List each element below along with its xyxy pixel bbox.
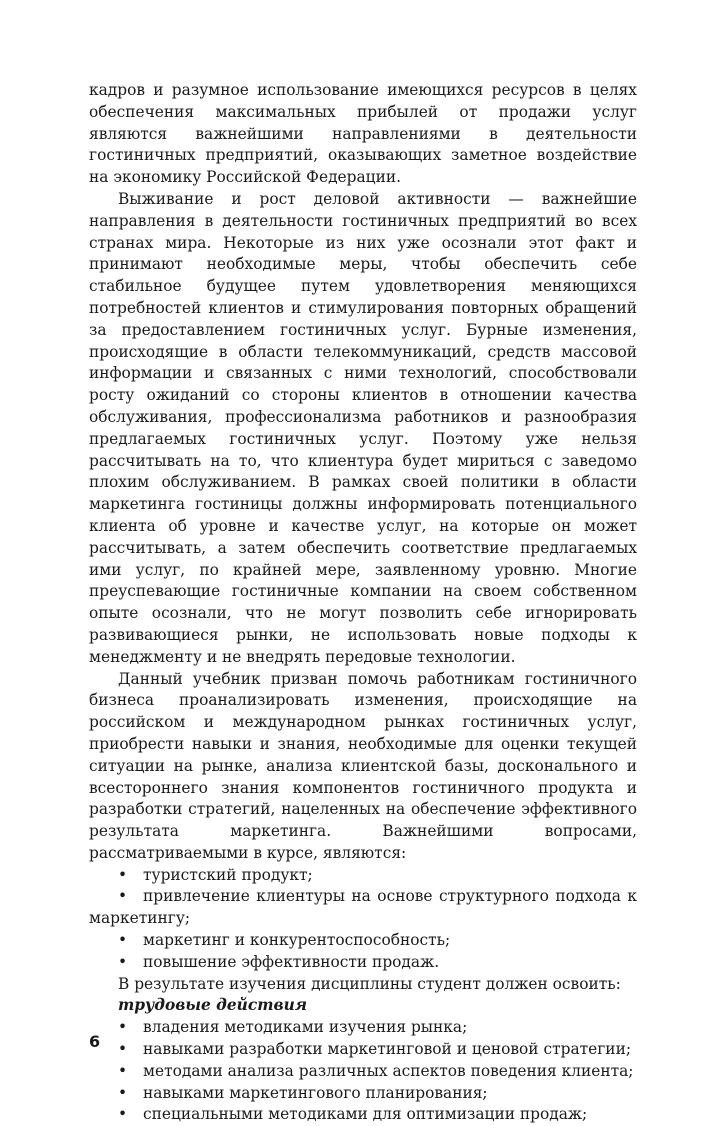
bullet-icon: • bbox=[118, 1018, 128, 1037]
paragraph-3: Данный учебник призван помочь работникам гостиничного бизнеса проанализировать изменения, происходящие на российском и международном рынках гостиничных услуг, приобрести навыки и знания, необходимые для оценки текущей ситуации на рынке, анализа клиентской базы, досконального и всестороннего знания компонентов гостиничного продукта и разработки стратегий, нацеленных на обеспечение эффективного результата маркетинга. Важнейшими вопросами, рассматриваемыми в курсе, являются: bbox=[89, 669, 637, 862]
paragraph-1: кадров и разумное использование имеющихся ресурсов в целях обеспечения максимальных прибылей от продажи услуг являются важнейшими направлениями в деятельности гостиничных предприятий, оказывающих заметное воздействие на экономику Российской Федерации. bbox=[89, 81, 637, 187]
bullet-icon: • bbox=[118, 1040, 128, 1059]
page-body bbox=[89, 80, 637, 1126]
course-topics-list bbox=[89, 865, 637, 974]
page-number: 6 bbox=[89, 1032, 101, 1051]
work-actions-list bbox=[89, 1017, 637, 1126]
bullet-icon: • bbox=[118, 952, 128, 971]
list-item: • туристский продукт; bbox=[89, 865, 637, 887]
bullet-icon: • bbox=[118, 1061, 128, 1080]
result-line: В результате изучения дисциплины студент должен освоить: bbox=[118, 974, 621, 993]
subheading: трудовые действия bbox=[118, 996, 308, 1015]
list-item: • навыками маркетингового планирования; bbox=[89, 1083, 637, 1105]
bullet-icon: • bbox=[118, 1105, 128, 1124]
list-item: • специальными методиками для оптимизации продаж; bbox=[89, 1104, 637, 1126]
paragraph-2: Выживание и рост деловой активности — важнейшие направления в деятельности гостиничных предприятий во всех странах мира. Некоторые из них уже осознали этот факт и принимают необходимые меры, чтобы обеспечить себе стабильное будущее путем удовлетворения меняющихся потребностей клиентов и стимулирования повторных обращений за предоставлением гостиничных услуг. Бурные изменения, происходящие в области телекоммуникаций, средств массовой информации и связанных с ними технологий, способствовали росту ожиданий со стороны клиентов в отношении качества обслуживания, профессионализма работников и разнообразия предлагаемых гостиничных услуг. Поэтому уже нельзя рассчитывать на то, что клиентура будет мириться с заведомо плохим обслуживанием. В рамках своей политики в области маркетинга гостиницы должны информировать потенциального клиента об уровне и качестве услуг, на которые он может рассчитывать, а затем обеспечить соответствие предлагаемых ими услуг, по крайней мере, заявленному уровню. Многие преуспевающие гостиничные компании на своем собственном опыте осознали, что не могут позволить себе игнорировать развивающиеся рынки, не использовать новые подходы к менеджменту и не внедрять передовые технологии. bbox=[89, 189, 637, 666]
bullet-icon: • bbox=[118, 931, 128, 950]
list-item: • владения методиками изучения рынка; bbox=[89, 1017, 637, 1039]
list-item: • методами анализа различных аспектов поведения клиента; bbox=[89, 1061, 637, 1083]
list-item: • маркетинг и конкурентоспособность; bbox=[89, 930, 637, 952]
bullet-icon: • bbox=[118, 1083, 128, 1102]
bullet-icon: • bbox=[118, 887, 128, 906]
list-item: • привлечение клиентуры на основе структурного подхода к маркетингу; bbox=[89, 887, 637, 928]
bullet-icon: • bbox=[118, 865, 128, 884]
list-item: • повышение эффективности продаж. bbox=[89, 952, 637, 974]
list-item: • навыками разработки маркетинговой и ценовой стратегии; bbox=[89, 1039, 637, 1061]
